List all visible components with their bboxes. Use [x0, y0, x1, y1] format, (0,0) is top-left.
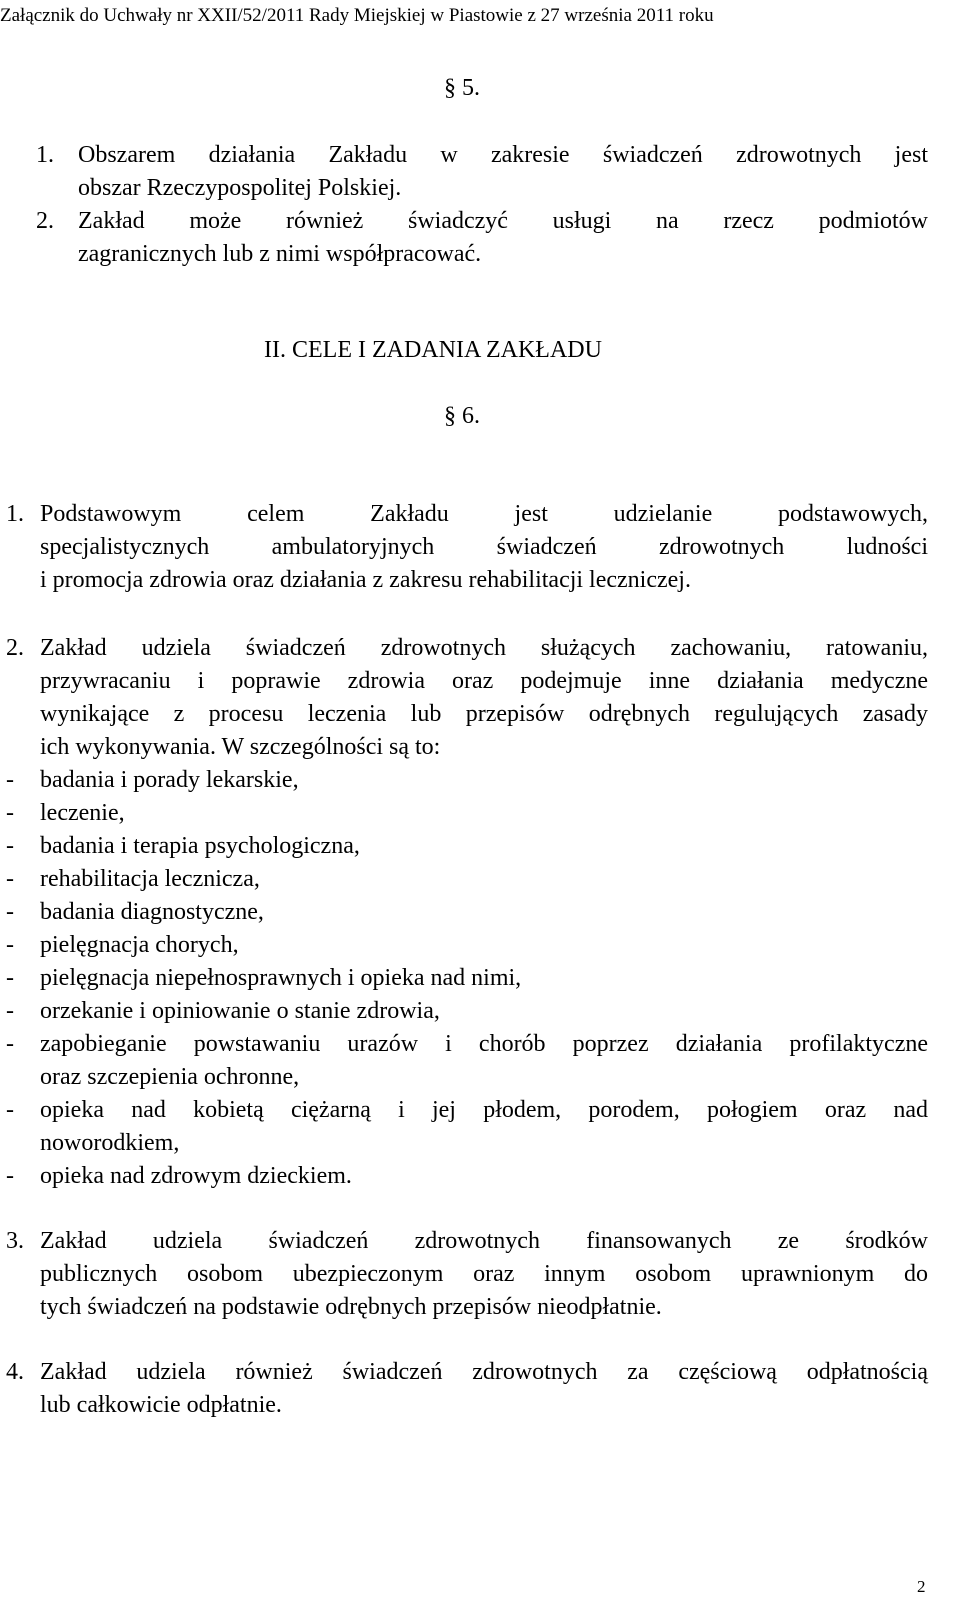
par6-item1-line1: Podstawowym celem Zakładu jest udzielanie podstawowych, [40, 501, 928, 527]
par6-item1-line3: i promocja zdrowia oraz działania z zakresu rehabilitacji leczniczej. [40, 567, 691, 593]
bullet-item: badania i porady lekarskie, [40, 767, 299, 793]
par5-item1-line1: Obszarem działania Zakładu w zakresie świadczeń zdrowotnych jest [78, 142, 928, 168]
par6-item4-line2: lub całkowicie odpłatnie. [40, 1392, 282, 1418]
par6-item4-number: 4. [6, 1359, 24, 1385]
bullet-dash: - [6, 998, 14, 1024]
par5-item2-line2: zagranicznych lub z nimi współpracować. [78, 241, 482, 267]
par5-item2-line1: Zakład może również świadczyć usługi na rzecz podmiotów [78, 208, 928, 234]
par6-item2-number: 2. [6, 635, 24, 661]
bullet-item: zapobieganie powstawaniu urazów i chorób poprzez działania profilaktyczne [40, 1031, 928, 1057]
bullet-item: opieka nad zdrowym dzieckiem. [40, 1163, 352, 1189]
bullet-dash: - [6, 932, 14, 958]
page-number: 2 [917, 1577, 926, 1596]
bullet-dash: - [6, 899, 14, 925]
bullet-dash: - [6, 965, 14, 991]
par6-item2-line2: przywracaniu i poprawie zdrowia oraz podejmuje inne działania medyczne [40, 668, 928, 694]
bullet-dash: - [6, 800, 14, 826]
bullet-item: leczenie, [40, 800, 125, 826]
bullet-item: pielęgnacja niepełnosprawnych i opieka nad nimi, [40, 965, 522, 991]
bullet-dash: - [6, 1031, 14, 1057]
bullet-item: badania i terapia psychologiczna, [40, 833, 360, 859]
bullet-item: opieka nad kobietą ciężarną i jej płodem, porodem, połogiem oraz nad [40, 1097, 928, 1123]
par6-item2-line1: Zakład udziela świadczeń zdrowotnych służących zachowaniu, ratowaniu, [40, 635, 928, 661]
par6-item1-number: 1. [6, 501, 24, 527]
par5-item1-number: 1. [36, 142, 54, 168]
par6-item4-line1: Zakład udziela również świadczeń zdrowotnych za częściową odpłatnością [40, 1359, 928, 1385]
bullet-dash: - [6, 767, 14, 793]
bullet-item-continuation: oraz szczepienia ochronne, [40, 1064, 300, 1090]
bullet-item: rehabilitacja lecznicza, [40, 866, 260, 892]
bullet-dash: - [6, 1097, 14, 1123]
bullet-item-continuation: noworodkiem, [40, 1130, 180, 1156]
par6-item3-line2: publicznych osobom ubezpieczonym oraz innym osobom uprawnionym do [40, 1261, 928, 1287]
bullet-dash: - [6, 1163, 14, 1189]
bullet-item: orzekanie i opiniowanie o stanie zdrowia, [40, 998, 440, 1024]
par6-item1-line2: specjalistycznych ambulatoryjnych świadczeń zdrowotnych ludności [40, 534, 928, 560]
paragraph-5-label: § 5. [444, 75, 480, 101]
bullet-dash: - [6, 866, 14, 892]
par5-item1-line2: obszar Rzeczypospolitej Polskiej. [78, 175, 402, 201]
par6-item3-line3: tych świadczeń na podstawie odrębnych przepisów nieodpłatnie. [40, 1294, 662, 1320]
par5-item2-number: 2. [36, 208, 54, 234]
par6-item3-number: 3. [6, 1228, 24, 1254]
document-header: Załącznik do Uchwały nr XXII/52/2011 Rady Miejskiej w Piastowie z 27 września 2011 roku [0, 5, 714, 26]
bullet-dash: - [6, 833, 14, 859]
chapter-title: II. CELE I ZADANIA ZAKŁADU [264, 337, 602, 363]
par6-item2-line4: ich wykonywania. W szczególności są to: [40, 734, 441, 760]
par6-item3-line1: Zakład udziela świadczeń zdrowotnych finansowanych ze środków [40, 1228, 928, 1254]
paragraph-6-label: § 6. [444, 403, 480, 429]
par6-item2-line3: wynikające z procesu leczenia lub przepisów odrębnych regulujących zasady [40, 701, 928, 727]
bullet-item: pielęgnacja chorych, [40, 932, 239, 958]
bullet-item: badania diagnostyczne, [40, 899, 264, 925]
